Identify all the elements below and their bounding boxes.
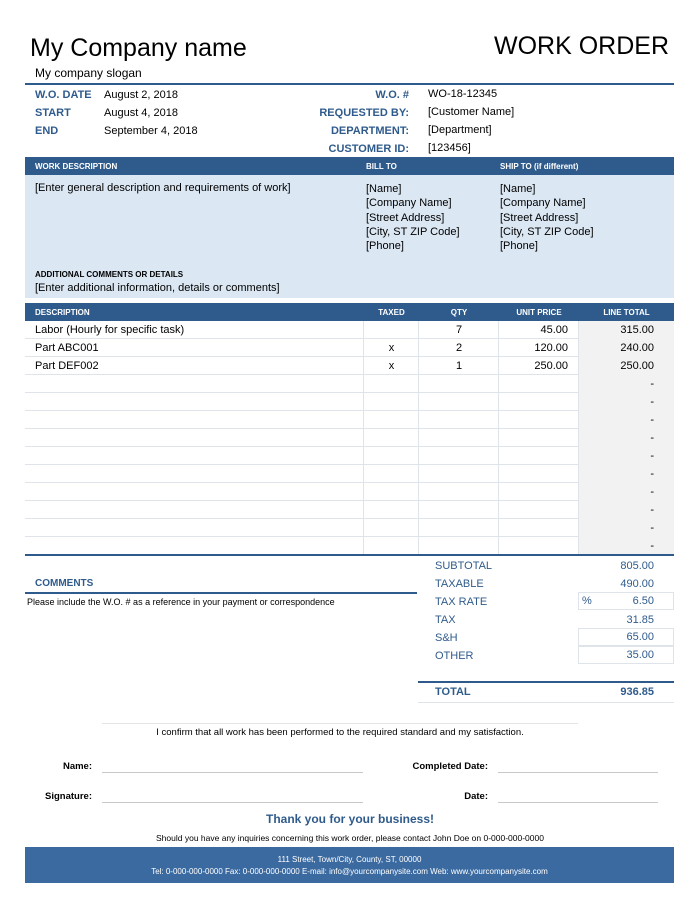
row-line-total: - <box>650 486 654 498</box>
wo-date-value[interactable]: August 2, 2018 <box>104 89 179 101</box>
additional-comments-header: ADDITIONAL COMMENTS OR DETAILS <box>35 270 184 279</box>
ship-to-street: [Street Address] <box>500 211 579 224</box>
other-value: 35.00 <box>626 649 654 661</box>
table-row[interactable] <box>25 501 674 519</box>
row-unit-price: 250.00 <box>534 360 568 372</box>
row-line-total: - <box>650 504 654 516</box>
tax-value: 31.85 <box>626 614 654 626</box>
row-unit-price: 120.00 <box>534 342 568 354</box>
table-row[interactable] <box>25 411 674 429</box>
column-separator <box>498 537 499 555</box>
bill-to-block[interactable] <box>366 182 460 253</box>
table-row[interactable] <box>25 339 674 357</box>
column-separator <box>418 483 419 501</box>
bill-to-city: [City, ST ZIP Code] <box>366 225 460 238</box>
col-qty-header: QTY <box>450 308 468 317</box>
department-value[interactable]: [Department] <box>428 124 492 136</box>
signature-label: Signature: <box>45 791 92 802</box>
row-line-total: 315.00 <box>620 324 654 336</box>
percent-symbol: % <box>582 595 592 607</box>
sh-value: 65.00 <box>626 631 654 643</box>
inquiry-text: Should you have any inquiries concerning this work order, please contact John Doe on 0-000-000-0000 <box>156 833 544 843</box>
column-separator <box>578 375 579 393</box>
column-separator <box>498 447 499 465</box>
column-separator <box>363 501 364 519</box>
column-separator <box>418 501 419 519</box>
subtotal-value: 805.00 <box>620 560 654 572</box>
column-separator <box>578 429 579 447</box>
table-bottom-rule <box>25 554 674 556</box>
table-row[interactable] <box>25 321 674 339</box>
sh-input[interactable] <box>578 628 674 646</box>
customer-id-value[interactable]: [123456] <box>428 142 471 154</box>
total-value: 936.85 <box>620 686 654 698</box>
column-separator <box>363 465 364 483</box>
ship-to-header-text: SHIP TO (if different) <box>500 162 579 171</box>
table-row[interactable] <box>25 519 674 537</box>
column-separator <box>498 429 499 447</box>
thank-you-text: Thank you for your business! <box>265 812 435 826</box>
col-line-total-header: LINE TOTAL <box>603 308 650 317</box>
table-row[interactable] <box>25 375 674 393</box>
row-taxed: x <box>388 342 395 354</box>
bill-to-name: [Name] <box>366 183 402 195</box>
table-row[interactable] <box>25 357 674 375</box>
ship-to-block[interactable] <box>500 182 594 253</box>
column-separator <box>418 411 419 429</box>
column-separator <box>363 321 364 339</box>
department-label: DEPARTMENT: <box>330 125 409 137</box>
comments-divider <box>25 592 417 594</box>
column-separator <box>498 411 499 429</box>
line-total-shade <box>578 519 674 537</box>
column-separator <box>363 411 364 429</box>
line-total-shade <box>578 537 674 555</box>
tax-rate-value: 6.50 <box>632 595 654 607</box>
column-separator <box>578 321 579 339</box>
footer-bar <box>25 847 674 883</box>
column-separator <box>498 393 499 411</box>
row-taxed: x <box>388 360 395 372</box>
column-separator <box>418 447 419 465</box>
column-separator <box>418 465 419 483</box>
row-line-total: - <box>650 450 654 462</box>
signature-field[interactable] <box>102 802 363 803</box>
taxable-label: TAXABLE <box>435 578 484 590</box>
row-description: Part ABC001 <box>35 342 99 354</box>
table-row[interactable] <box>25 393 674 411</box>
requested-by-value[interactable]: [Customer Name] <box>428 106 515 118</box>
header-divider <box>25 83 674 85</box>
work-order-title: WORK ORDER <box>494 32 669 60</box>
row-line-total: - <box>650 522 654 534</box>
requested-by-label: REQUESTED BY: <box>319 107 409 119</box>
end-label: END <box>35 125 59 137</box>
col-unit-price-header: UNIT PRICE <box>516 308 562 317</box>
wo-number-label: W.O. # <box>375 89 409 101</box>
column-separator <box>498 483 499 501</box>
completed-date-field[interactable] <box>498 772 658 773</box>
column-separator <box>578 447 579 465</box>
row-line-total: 250.00 <box>620 360 654 372</box>
company-slogan: My company slogan <box>35 66 142 80</box>
line-total-shade <box>578 393 674 411</box>
comments-text[interactable]: Please include the W.O. # as a reference in your payment or correspondence <box>27 597 335 607</box>
total-bottom-rule <box>418 702 674 703</box>
table-row[interactable] <box>25 429 674 447</box>
other-label: OTHER <box>435 650 474 662</box>
column-separator <box>418 375 419 393</box>
footer-address: 111 Street, Town/City, County, ST, 00000 <box>277 855 422 864</box>
column-separator <box>363 537 364 555</box>
completed-date-label: Completed Date: <box>412 761 488 772</box>
tax-label: TAX <box>435 614 456 626</box>
name-field[interactable] <box>102 772 363 773</box>
line-total-shade <box>578 465 674 483</box>
col-description-header: DESCRIPTION <box>35 308 90 317</box>
row-qty: 1 <box>455 360 463 372</box>
work-description-header: WORK DESCRIPTION <box>35 162 118 171</box>
row-qty: 2 <box>455 342 463 354</box>
date-field[interactable] <box>498 802 658 803</box>
ship-to-city: [City, ST ZIP Code] <box>500 225 594 238</box>
wo-number-value[interactable]: WO-18-12345 <box>428 88 498 100</box>
tax-rate-input[interactable] <box>578 592 674 610</box>
bill-to-header: BILL TO <box>366 162 397 171</box>
bill-to-phone: [Phone] <box>366 240 404 253</box>
footer-contact: Tel: 0-000-000-0000 Fax: 0-000-000-0000 E-mail: info@yourcompanysite.com Web: www.yourcompanysite.com <box>151 867 548 876</box>
ship-to-name: [Name] <box>500 183 536 195</box>
row-description: Part DEF002 <box>35 360 99 372</box>
line-total-shade <box>578 447 674 465</box>
work-description-text[interactable]: [Enter general description and requirements of work] <box>35 182 291 194</box>
wo-date-label: W.O. DATE <box>35 89 92 101</box>
column-separator <box>498 465 499 483</box>
sh-label: S&H <box>435 632 458 644</box>
company-name: My Company name <box>30 34 247 62</box>
line-total-shade <box>578 429 674 447</box>
row-description: Labor (Hourly for specific task) <box>35 324 185 336</box>
column-separator <box>363 519 364 537</box>
customer-id-label: CUSTOMER ID: <box>328 143 409 155</box>
start-value[interactable]: August 4, 2018 <box>104 107 179 119</box>
line-total-shade <box>578 411 674 429</box>
name-label: Name: <box>62 761 92 772</box>
row-line-total: - <box>650 414 654 426</box>
column-separator <box>578 411 579 429</box>
line-total-shade <box>578 483 674 501</box>
bill-to-street: [Street Address] <box>366 211 445 224</box>
additional-comments-text[interactable]: [Enter additional information, details or comments] <box>35 282 280 294</box>
row-line-total: - <box>650 378 654 390</box>
column-separator <box>578 483 579 501</box>
row-line-total: - <box>650 396 654 408</box>
column-separator <box>498 519 499 537</box>
row-line-total: - <box>650 432 654 444</box>
column-separator <box>578 519 579 537</box>
confirm-top-rule <box>102 723 578 724</box>
col-taxed-header: TAXED <box>378 308 405 317</box>
column-separator <box>418 537 419 555</box>
row-line-total: - <box>650 468 654 480</box>
confirmation-text: I confirm that all work has been performed to the required standard and my satisfaction. <box>156 727 524 738</box>
end-value[interactable]: September 4, 2018 <box>104 125 198 137</box>
start-label: START <box>35 107 71 119</box>
line-total-shade <box>578 375 674 393</box>
row-line-total: 240.00 <box>620 342 654 354</box>
date-label: Date: <box>464 791 488 802</box>
column-separator <box>363 393 364 411</box>
column-separator <box>363 447 364 465</box>
column-separator <box>578 537 579 555</box>
table-row[interactable] <box>25 447 674 465</box>
row-unit-price: 45.00 <box>540 324 568 336</box>
column-separator <box>578 357 579 375</box>
other-input[interactable] <box>578 646 674 664</box>
column-separator <box>498 501 499 519</box>
column-separator <box>578 465 579 483</box>
column-separator <box>578 501 579 519</box>
bill-to-company: [Company Name] <box>366 197 452 210</box>
column-separator <box>418 429 419 447</box>
column-separator <box>363 429 364 447</box>
column-separator <box>578 339 579 357</box>
column-separator <box>498 375 499 393</box>
column-separator <box>578 393 579 411</box>
column-separator <box>363 375 364 393</box>
line-total-shade <box>578 501 674 519</box>
comments-label: COMMENTS <box>35 578 94 589</box>
column-separator <box>418 519 419 537</box>
total-label: TOTAL <box>435 686 471 698</box>
subtotal-label: SUBTOTAL <box>435 560 493 572</box>
ship-to-company: [Company Name] <box>500 197 586 210</box>
total-top-rule <box>418 681 674 683</box>
column-separator <box>418 393 419 411</box>
column-separator <box>363 483 364 501</box>
table-row[interactable] <box>25 465 674 483</box>
table-row[interactable] <box>25 537 674 555</box>
row-line-total: - <box>650 540 654 552</box>
ship-to-phone: [Phone] <box>500 240 538 253</box>
row-qty: 7 <box>455 324 463 336</box>
taxable-value: 490.00 <box>620 578 654 590</box>
table-row[interactable] <box>25 483 674 501</box>
ship-to-header <box>500 162 578 171</box>
tax-rate-label: TAX RATE <box>435 596 488 608</box>
